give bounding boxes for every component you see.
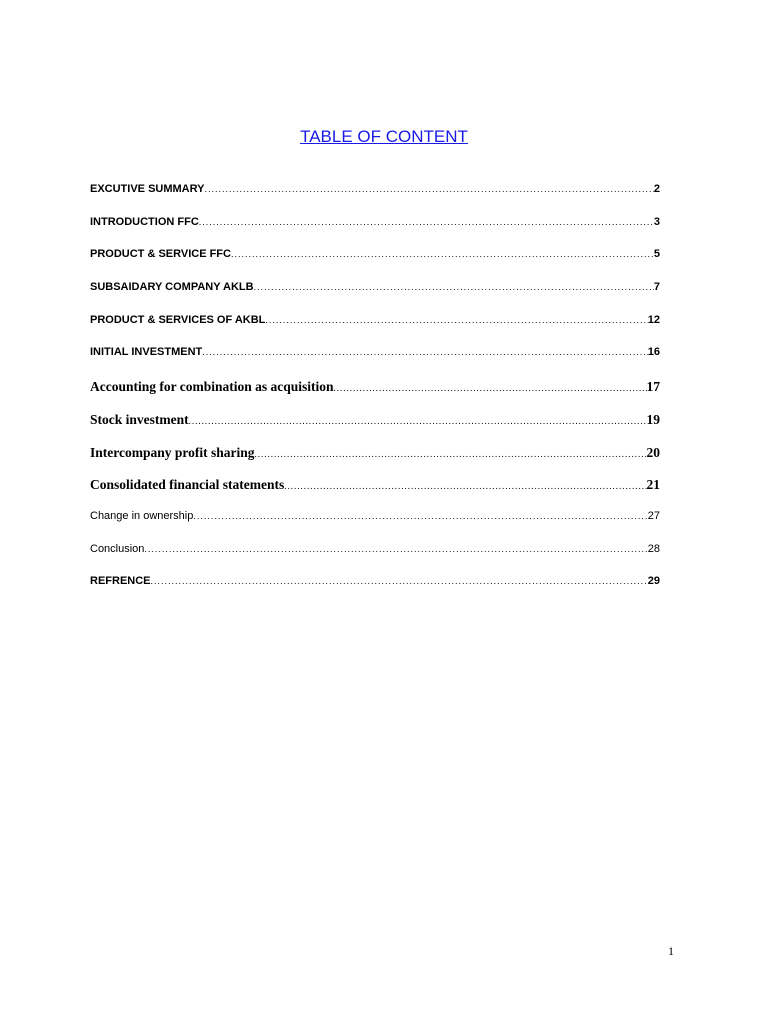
toc-entry-page: 17 [646,379,660,395]
dot-leader [205,184,654,194]
dot-leader [189,416,647,426]
toc-entry-label: Consolidated financial statements [90,477,285,493]
dot-leader [231,249,654,259]
toc-entry-label: INITIAL INVESTMENT [90,346,203,359]
toc-entry-page: 3 [653,215,660,228]
toc-entry-product-services-akbl [90,314,660,347]
toc-entry-page: 29 [647,575,660,588]
dot-leader [255,449,647,459]
dot-leader [265,315,647,325]
toc-entry-page: 20 [646,444,660,460]
toc-entry-introduction-ffc [90,216,660,249]
toc-entry-page: 2 [653,183,660,195]
page-title: TABLE OF CONTENT [300,127,468,146]
toc-entry-consolidated-statements [90,477,660,510]
toc-entry-page: 27 [647,509,660,522]
toc-entry-label: Accounting for combination as acquisition [90,379,334,395]
dot-leader [144,544,647,554]
toc-entry-label: SUBSAIDARY COMPANY AKLB [90,281,254,294]
toc-entry-page: 21 [646,477,660,493]
toc-entry-page: 19 [646,411,660,427]
toc-entry-label: PRODUCT & SERVICE FFC [90,248,231,261]
dot-leader [193,511,647,521]
toc-entry-change-in-ownership [90,510,660,543]
dot-leader [254,282,654,292]
toc-entry-page: 5 [653,248,660,261]
toc-entry-product-service-ffc [90,248,660,281]
toc-entry-subsidiary-company [90,281,660,314]
toc-entry-initial-investment [90,346,660,379]
dot-leader [284,481,646,491]
toc-entry-page: 7 [653,281,660,294]
toc-entry-label: PRODUCT & SERVICES OF AKBL [90,313,266,326]
toc-entry-label: Conclusion [90,542,145,555]
toc-entry-label: INTRODUCTION FFC [90,215,199,228]
toc-entry-stock-investment [90,412,660,445]
toc-entry-label: Change in ownership [90,509,194,522]
toc-entry-intercompany-profit [90,445,660,478]
dot-leader [199,217,654,227]
toc-entry-label: REFRENCE [90,575,151,588]
toc-entry-executive-summary [90,183,660,216]
toc-entry-label: EXCUTIVE SUMMARY [90,183,205,195]
dot-leader [334,383,647,393]
toc-entry-accounting-combination [90,379,660,412]
table-of-contents [90,183,660,608]
dot-leader [202,347,648,357]
toc-entry-label: Stock investment [90,411,189,427]
toc-entry-page: 12 [647,313,660,326]
toc-entry-page: 16 [647,346,660,359]
page-number: 1 [668,944,674,958]
toc-entry-page: 28 [647,542,660,555]
toc-entry-label: Intercompany profit sharing [90,444,255,460]
dot-leader [151,576,648,586]
toc-entry-conclusion [90,543,660,576]
toc-entry-reference [90,575,660,608]
